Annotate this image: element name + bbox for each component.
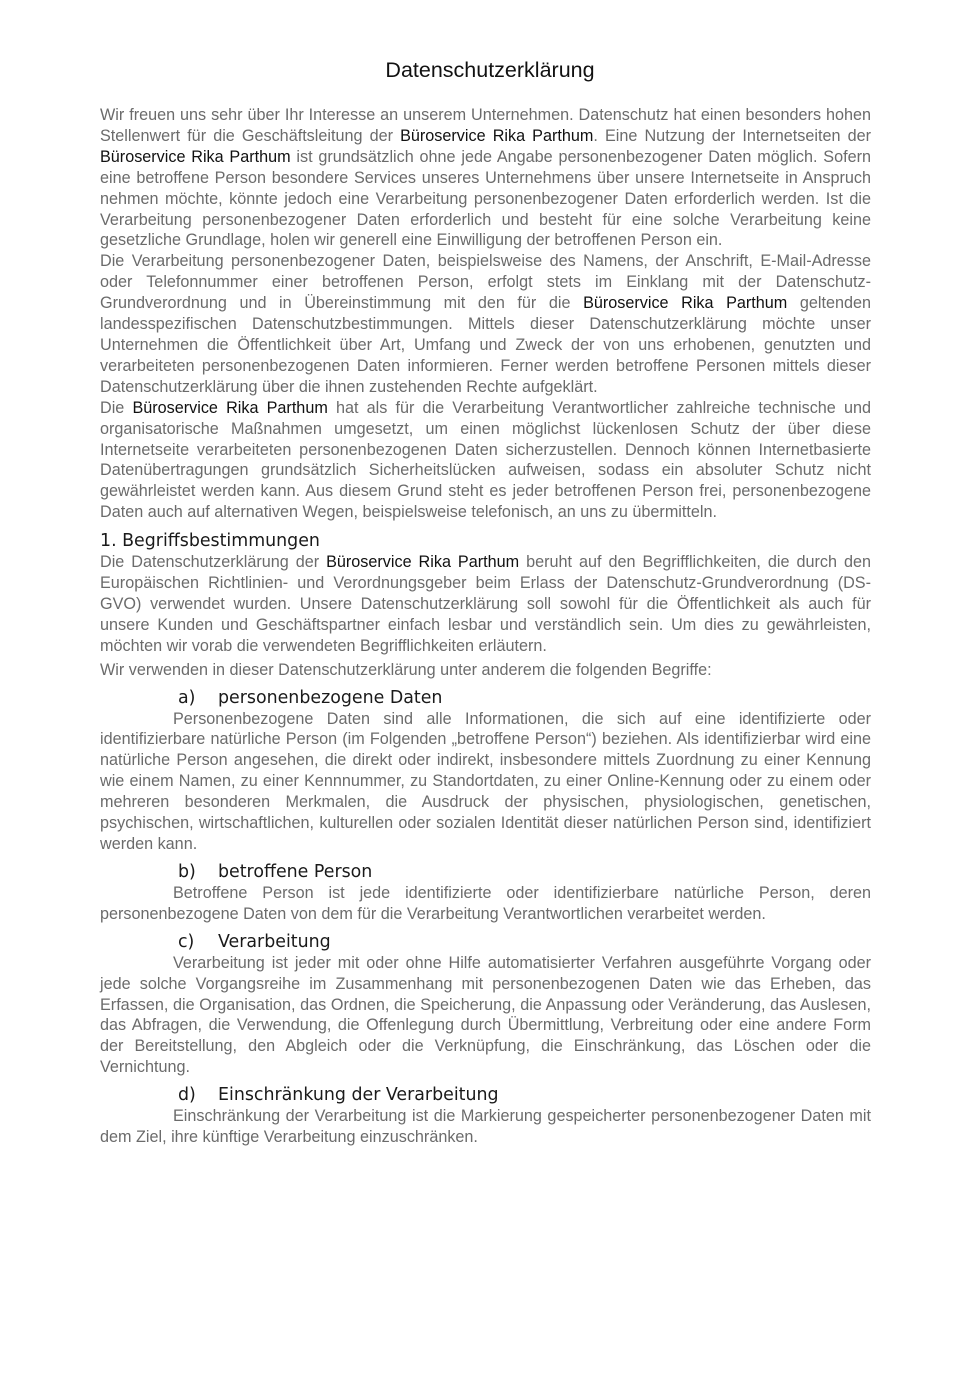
company-name: Büroservice Rika Parthum [400, 126, 594, 145]
term-heading-restriction [178, 1084, 871, 1106]
list-marker: a) [178, 687, 196, 708]
document-title: Datenschutzerklärung [385, 58, 595, 82]
company-name: Büroservice Rika Parthum [132, 398, 328, 417]
company-name: Büroservice Rika Parthum [326, 553, 520, 572]
term-text-personal-data: Personenbezogene Daten sind alle Informationen, die sich auf eine identifizierte oder identifizierbare natürliche Person (im Folgenden „betroffene Person“) beziehen. Als identifizierbar wird eine natürliche Person angesehen, die direkt oder indirekt, insbesondere mittels Zuordnung zu einer Kennung wie einem Namen, zu einer Kennnummer, zu Standortdaten, zu einer Online-Kennung oder zu einem oder mehreren besonderen Merkmalen, die Ausdruck der physischen, physiologischen, genetischen, psychischen, wirtschaftlichen, kulturellen oder sozialen Identität dieser natürlichen Person sind, identifiziert werden kann. [100, 709, 871, 853]
text-segment: Die Datenschutzerklärung der [100, 553, 327, 572]
term-title: Einschränkung der Verarbeitung [218, 1085, 499, 1106]
term-title: Verarbeitung [218, 931, 331, 952]
text-segment: geltenden landesspezifischen Datenschutzbestimmungen. Mittels dieser Datenschutzerklärung möchte unser Unternehmen die Öffentlichkeit über Art, Umfang und Zweck der von uns erhobenen, genutzten und verarbeiteten personenbezogenen Daten informieren. Ferner werden betroffene Personen mittels dieser Datenschutzerklärung über die ihnen zustehenden Rechte aufgeklärt. [100, 294, 871, 396]
list-marker: c) [178, 931, 195, 952]
term-text-data-subject: Betroffene Person ist jede identifizierte oder identifizierbare natürliche Person, deren personenbezogene Daten von dem für die Verarbeitung Verantwortlichen verarbeitet werden. [100, 883, 871, 923]
text-segment: Die Verarbeitung personenbezogener Daten, beispielsweise des Namens, der Anschrift, E-Mail-Adresse oder Telefonnummer einer betroffenen Person, erfolgt stets im Einklang mit der Datenschutz-Grundverordnung und in Übereinstimmung mit den für die [100, 252, 871, 313]
text-segment: hat als für die Verarbeitung Verantwortlicher zahlreiche technische und organisatorische Maßnahmen umgesetzt, um einen möglichst lückenlosen Schutz der über diese Internetseite verarbeiteten personenbezogenen Daten sicherzustellen. Dennoch können Internetbasierte Datenübertragungen grundsätzlich Sicherheitslücken aufweisen, sodass ein absoluter Schutz nicht gewährleistet werden kann. Aus diesem Grund steht es jeder betroffenen Person frei, personenbezogene Daten auch auf alternativen Wegen, beispielsweise telefonisch, an uns zu übermitteln. [100, 398, 871, 522]
term-title: personenbezogene Daten [218, 687, 443, 708]
text-segment: ist grundsätzlich ohne jede Angabe personenbezogener Daten möglich. Sofern eine betroffene Person besondere Services unseres Unternehmens über unsere Internetseite in Anspruch nehmen möchte, könnte jedoch eine Verarbeitung personenbezogener Daten erforderlich werden. Ist die Verarbeitung personenbezogener Daten erforderlich und besteht für eine solche Verarbeitung keine gesetzliche Grundlage, holen wir generell eine Einwilligung der betroffenen Person ein. [100, 147, 871, 250]
intro-paragraph-1 [100, 105, 871, 251]
term-title: betroffene Person [218, 861, 373, 882]
term-heading-processing [178, 931, 871, 953]
term-text-restriction: Einschränkung der Verarbeitung ist die Markierung gespeicherter personenbezogener Daten mit dem Ziel, ihre künftige Verarbeitung einzuschränken. [100, 1107, 871, 1147]
list-marker: d) [178, 1085, 196, 1106]
term-heading-data-subject [178, 861, 871, 883]
term-text-processing: Verarbeitung ist jeder mit oder ohne Hilfe automatisierter Verfahren ausgeführte Vorgang oder jede solche Vorgangsreihe im Zusammenhang mit personenbezogenen Daten wie das Erheben, das Erfassen, die Organisation, das Ordnen, die Speicherung, die Anpassung oder Veränderung, das Auslesen, das Abfragen, die Verwendung, die Offenlegung durch Übermittlung, Verbreitung oder eine andere Form der Bereitstellung, den Abgleich oder die Verknüpfung, die Einschränkung, das Löschen oder die Vernichtung. [100, 953, 871, 1077]
document-body [100, 105, 871, 1148]
intro-paragraph-2 [100, 251, 871, 397]
text-segment: Die [100, 398, 133, 417]
list-marker: b) [178, 861, 196, 882]
text-segment: . Eine Nutzung der Internetseiten der [593, 126, 872, 145]
text-segment: beruht auf den Begrifflichkeiten, die durch den Europäischen Richtlinien- und Verordnungsgeber beim Erlass der Datenschutz-Grundverordnung (DS-GVO) verwendet wurden. Unsere Datenschutzerklärung soll sowohl für die Öffentlichkeit als auch für unsere Kunden und Geschäftspartner einfach lesbar und verständlich sein. Um dies zu gewährleisten, möchten wir vorab die verwendeten Begrifflichkeiten erläutern. [100, 553, 871, 655]
term-heading-personal-data [178, 687, 871, 709]
section-heading-definitions: 1. Begriffsbestimmungen [100, 531, 320, 552]
definitions-intro: Wir verwenden in dieser Datenschutzerklärung unter anderem die folgenden Begriffe: [100, 660, 712, 679]
company-name: Büroservice Rika Parthum [583, 294, 788, 313]
company-name: Büroservice Rika Parthum [100, 147, 291, 166]
text-segment: Wir freuen uns sehr über Ihr Interesse an unserem Unternehmen. Datenschutz hat einen besonders hohen Stellenwert für die Geschäftsleitung der [100, 106, 871, 145]
definitions-paragraph [100, 552, 871, 657]
intro-paragraph-3 [100, 398, 871, 523]
